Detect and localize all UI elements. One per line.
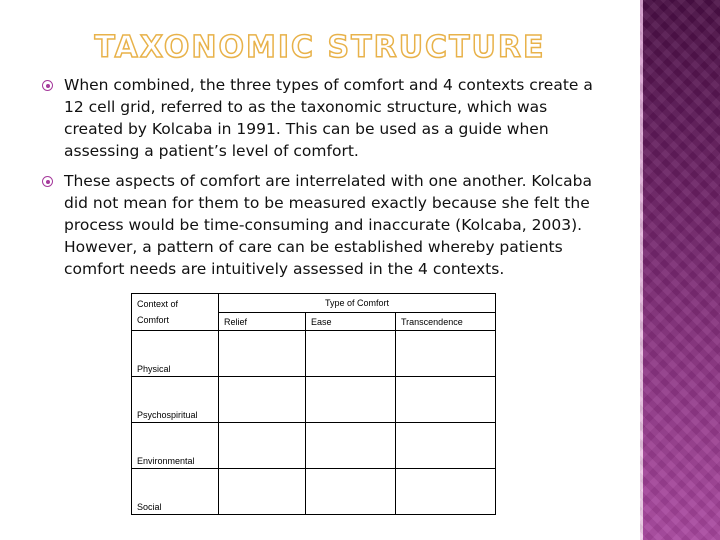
table-cell [306, 469, 396, 515]
table-cell [219, 469, 306, 515]
table-cell [396, 331, 496, 377]
bullet-item [40, 170, 600, 280]
table-row [132, 331, 496, 377]
context-header-cell [132, 294, 219, 331]
table-row [132, 423, 496, 469]
type-of-comfort-header: Type of Comfort [219, 294, 496, 313]
circle-bullet-icon [42, 80, 53, 91]
context-header-line2: Comfort [137, 315, 170, 325]
table-cell [396, 377, 496, 423]
table-cell [396, 469, 496, 515]
column-header-relief: Relief [219, 313, 306, 331]
bullet-text: These aspects of comfort are interrelated with one another. Kolcaba did not mean for them to be measured exactly because she felt the process would be time-consuming and inaccurate (Kolcaba, 2003). However, a pattern of care can be established whereby patients comfort needs are intuitively assessed in the 4 contexts. [64, 172, 592, 278]
table-row [132, 377, 496, 423]
row-header-environmental: Environmental [132, 423, 219, 469]
column-header-transcendence: Transcendence [396, 313, 496, 331]
table-cell [306, 377, 396, 423]
row-header-physical: Physical [132, 331, 219, 377]
table-cell [219, 423, 306, 469]
bullet-list [40, 74, 600, 288]
bullet-item [40, 74, 600, 162]
bullet-text: When combined, the three types of comfort and 4 contexts create a 12 cell grid, referred to as the taxonomic structure, which was created by Kolcaba in 1991. This can be used as a guide when assessing a patient’s level of comfort. [64, 76, 593, 160]
context-header-line1: Context of [137, 299, 179, 309]
column-header-ease: Ease [306, 313, 396, 331]
row-header-social: Social [132, 469, 219, 515]
row-header-psychospiritual: Psychospiritual [132, 377, 219, 423]
decorative-side-band [640, 0, 720, 540]
circle-bullet-icon [42, 176, 53, 187]
taxonomic-structure-table [131, 293, 496, 515]
slide-title: TAXONOMIC STRUCTURE [94, 30, 546, 65]
table-cell [306, 423, 396, 469]
table-cell [219, 331, 306, 377]
table-header-row [132, 294, 496, 313]
table-cell [396, 423, 496, 469]
table-cell [219, 377, 306, 423]
table-cell [306, 331, 396, 377]
table-row [132, 469, 496, 515]
